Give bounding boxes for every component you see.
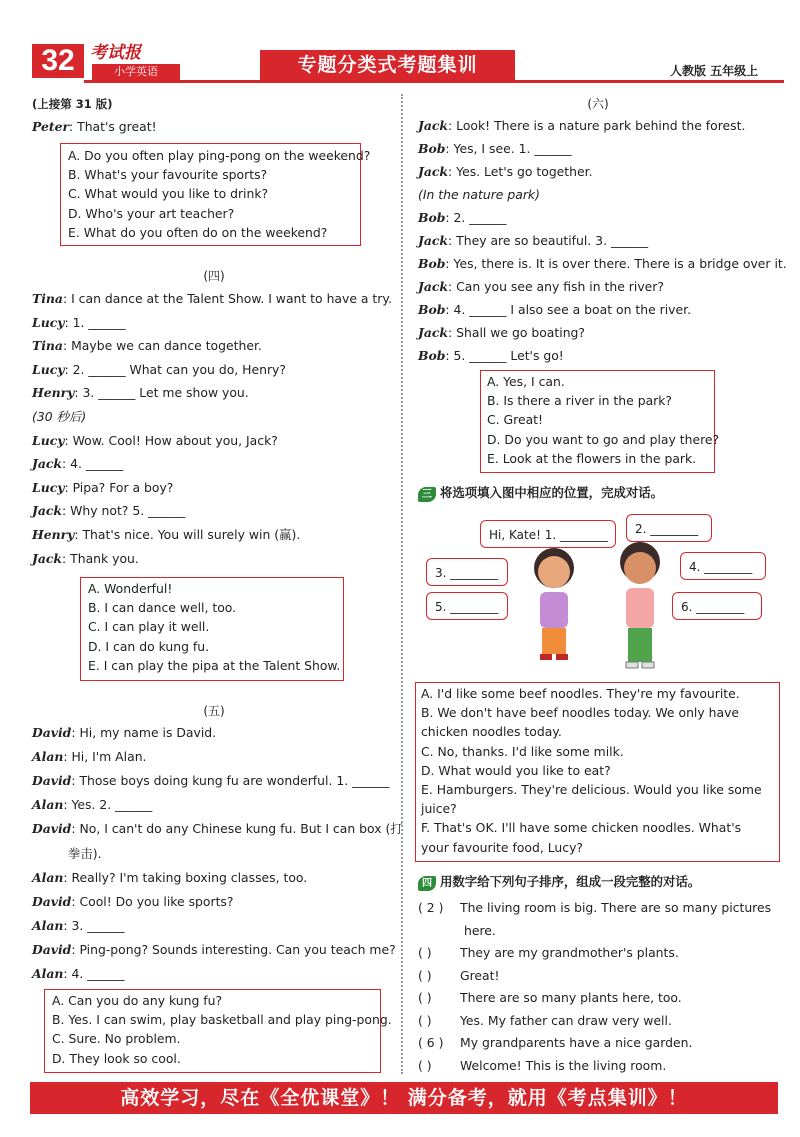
line-text: : Yes, I see. 1. ______ [445,141,572,156]
speaker-name: Bob [418,302,446,317]
speaker-name: Jack [32,550,63,566]
order-mark: ( ) [418,1057,432,1073]
girl-face [538,556,570,588]
order-text: My grandparents have a nice garden. [460,1035,693,1050]
dialogue-line [32,291,392,307]
line-text: : Wow. Cool! How about you, Jack? [64,432,278,448]
order-mark: ( ) [418,1012,432,1028]
dialogue-line [32,362,286,378]
dialogue-line [418,233,648,249]
speaker-name: Tina [32,291,63,306]
dialogue-line [32,773,389,789]
order-text: There are so many plants here, too. [460,990,682,1005]
line-text: : Those boys doing kung fu are wonderful. 1. ______ [71,773,390,789]
dialogue-line [32,894,233,910]
edition-label: 人教版 五年级上 [670,64,759,78]
speech-bubble: 4. ________ [680,552,766,580]
section-number-icon: 四 [418,876,436,891]
speaker-name: Alan [32,917,64,933]
line-text: : No, I can't do any Chinese kung fu. But I can box (打 [71,821,403,837]
illustration [418,508,774,680]
speaker-name: Jack [418,279,449,294]
option-item: A. Yes, I can. [487,374,565,389]
speaker-name: David [32,773,72,789]
dialogue-line [32,433,278,449]
speaker-name: David [32,725,72,740]
line-text: : 5. ______ Let's go! [445,348,564,363]
dialogue-line [32,870,307,886]
order-text: here. [464,922,496,938]
section-heading: 四 用数字给下列句子排序，组成一段完整的对话。 [418,874,700,891]
dialogue-line [418,118,745,134]
option-item: D. Do you want to go and play there? [487,431,720,447]
speaker-name: Jack [418,233,449,248]
page-header [0,0,800,88]
dialogue-line [32,480,173,496]
speaker-name: Alan [32,797,64,813]
dialogue-line [418,187,540,203]
option-item: E. Look at the flowers in the park. [487,450,697,466]
speech-bubble: Hi, Kate! 1. ________ [480,520,616,548]
option-item: B. Is there a river in the park? [487,393,673,409]
speech-bubble: 5. ________ [426,592,508,620]
header-banner: 专题分类式考题集训 [260,50,515,80]
option-item: D. They look so cool. [52,1050,181,1066]
option-item: C. No, thanks. I'd like some milk. [421,743,624,759]
dialogue-line [32,797,152,813]
line-text: : Hi, my name is David. [71,725,217,740]
dialogue-line [418,210,506,226]
dialogue-line [32,527,300,543]
speech-bubble: 3. ________ [426,558,508,586]
dialogue-line [32,503,185,519]
section-number-icon: 三 [418,487,436,502]
dialogue-line [32,409,86,425]
option-item: C. I can play it well. [88,619,210,635]
option-item: D. What would you like to eat? [421,762,611,778]
column-divider [401,94,403,1074]
line-text: : Ping-pong? Sounds interesting. Can you teach me? [71,941,396,957]
line-text: : Shall we go boating? [448,325,585,340]
speaker-name: Bob [418,256,446,271]
speaker-name: David [32,941,72,957]
girl-pants [542,628,566,654]
line-text: : 2. ______ [445,210,507,225]
dialogue-line [32,749,146,765]
speaker-name: Jack [418,118,449,133]
speaker-name: Tina [32,338,63,354]
logo-subtitle: 小学英语 [92,64,180,80]
line-text: : Maybe we can dance together. [62,338,262,354]
speaker-name: Lucy [32,479,65,495]
speaker-name: Jack [418,164,449,179]
option-item: C. Great! [487,412,543,428]
dialogue-line [418,256,787,272]
option-item: B. Yes. I can swim, play basketball and play ping-pong. [52,1012,392,1028]
speaker-name: Jack [32,456,63,472]
line-text: : Pipa? For a boy? [64,479,174,495]
line-text: : I can dance at the Talent Show. I want to have a try. [62,291,392,306]
order-text: Yes. My father can draw very well. [460,1012,672,1028]
dialogue-line [32,338,262,354]
dialogue-line [418,164,593,180]
option-item: E. I can play the pipa at the Talent Show. [88,657,341,673]
speaker-name: Bob [418,210,446,225]
option-item: A. Can you do any kung fu? [52,993,223,1008]
option-item: your favourite food, Lucy? [421,839,584,855]
line-text: : Hi, I'm Alan. [63,749,147,765]
girl-shirt [626,588,654,628]
line-text: : 2. ______ What can you do, Henry? [64,361,286,377]
dialogue-line [418,348,564,364]
order-item [418,990,682,1006]
line-text: (30 秒后) [32,409,87,424]
dialogue-line [32,821,403,837]
speaker-name: Bob [418,141,446,156]
option-item: juice? [421,801,457,817]
order-text: Welcome! This is the living room. [460,1057,667,1073]
option-item: D. Who's your art teacher? [68,205,235,221]
option-item: F. That's OK. I'll have some chicken noodles. What's [421,820,742,836]
line-text: : 4. ______ [62,456,124,472]
order-mark: ( 2 ) [418,900,444,915]
dialogue-line [32,551,139,567]
line-text: : 4. ______ [63,966,125,981]
line-text: : 1. ______ [64,314,126,330]
line-text: : Yes. Let's go together. [448,164,593,179]
dialogue-line [32,385,249,401]
line-text: : Thank you. [62,550,139,566]
section-heading: 三 将选项填入图中相应的位置，完成对话。 [418,485,663,502]
option-item: B. What's your favourite sports? [68,167,268,183]
option-item: C. What would you like to drink? [68,186,269,202]
speaker-name: Lucy [32,432,65,448]
order-text: Great! [460,967,500,983]
speaker-name: David [32,821,72,837]
order-item [418,945,679,961]
girl-shirt [540,592,568,628]
line-text: : They are so beautiful. 3. ______ [448,233,649,248]
option-item: A. Do you often play ping-pong on the weekend? [68,148,371,163]
dialogue-line [32,966,124,982]
dialogue-line [32,918,124,934]
speaker-name: Jack [32,503,63,519]
header-rule [84,80,784,83]
girl-pants [628,628,652,662]
speaker-name: Jack [418,325,449,340]
order-item [418,900,771,916]
line-text: : Cool! Do you like sports? [71,893,234,909]
continued-note: (上接第 31 版) [32,97,113,111]
dialogue-line [418,325,585,341]
line-text: : Yes, there is. It is over there. There is a bridge over it. [445,256,787,271]
speaker-name: Alan [32,749,64,765]
footer-banner: 高效学习，尽在《全优课堂》！ 满分备考，就用《考点集训》！ [30,1082,778,1114]
section-title: (六) [587,97,609,111]
line-text: : 4. ______ I also see a boat on the river. [445,302,692,317]
speaker-name: Alan [32,966,64,981]
option-item: chicken noodles today. [421,724,562,740]
option-item: B. I can dance well, too. [88,600,237,616]
line-text: : Really? I'm taking boxing classes, too. [63,869,308,885]
order-text: The living room is big. There are so many pictures [460,900,772,915]
option-item: E. Hamburgers. They're delicious. Would you like some [421,782,762,797]
dialogue-line [32,725,216,741]
line-text: : 3. ______ [63,917,125,933]
dialogue-line [68,846,102,862]
speaker-name: David [32,893,72,909]
speaker-name: Lucy [32,314,65,330]
line-text: : Look! There is a nature park behind the forest. [448,118,746,133]
logo: 考试报 [90,43,141,63]
order-item [418,968,499,984]
order-text: They are my grandmother's plants. [460,945,679,960]
option-item: B. We don't have beef noodles today. We only have [421,705,740,721]
order-mark: ( ) [418,945,432,960]
speaker-name: Alan [32,869,64,885]
option-item: A. Wonderful! [88,581,173,596]
order-item [418,1035,692,1051]
speaker-name: Henry [32,385,75,401]
speaker-name: Bob [418,348,446,363]
line-text: 拳击). [68,845,102,861]
page-number: 32 [32,44,84,78]
order-item [418,1013,672,1029]
dialogue-line [32,456,123,472]
line-text: : Why not? 5. ______ [62,503,186,519]
line-text: (In the nature park) [418,187,540,202]
option-item: C. Sure. No problem. [52,1031,181,1047]
line-text: : Can you see any fish in the river? [448,279,664,294]
order-item [418,1058,666,1074]
dialogue-line [418,302,691,318]
option-item: D. I can do kung fu. [88,638,210,654]
line-text: : Yes. 2. ______ [63,797,153,813]
dialogue-line [32,315,126,331]
girl-face [624,552,656,584]
dialogue-line [418,279,664,295]
dialogue-line [418,141,572,157]
line-text: : 3. ______ Let me show you. [74,385,249,401]
order-item [418,923,496,939]
line-text: : That's nice. You will surely win (赢). [74,527,301,542]
speech-bubble: 2. ________ [626,514,712,542]
section-title: (四) [203,269,225,283]
option-item: E. What do you often do on the weekend? [68,224,328,240]
order-mark: ( ) [418,967,432,983]
section-title: (五) [203,704,225,718]
order-mark: ( 6 ) [418,1035,444,1050]
dialogue-line: Peter: That's great! [32,119,157,134]
speech-bubble: 6. ________ [672,592,762,620]
order-mark: ( ) [418,990,432,1005]
option-item: A. I'd like some beef noodles. They're my favourite. [421,686,740,701]
dialogue-line [32,942,396,958]
speaker-name: Lucy [32,361,65,377]
speaker-name: Henry [32,527,75,542]
